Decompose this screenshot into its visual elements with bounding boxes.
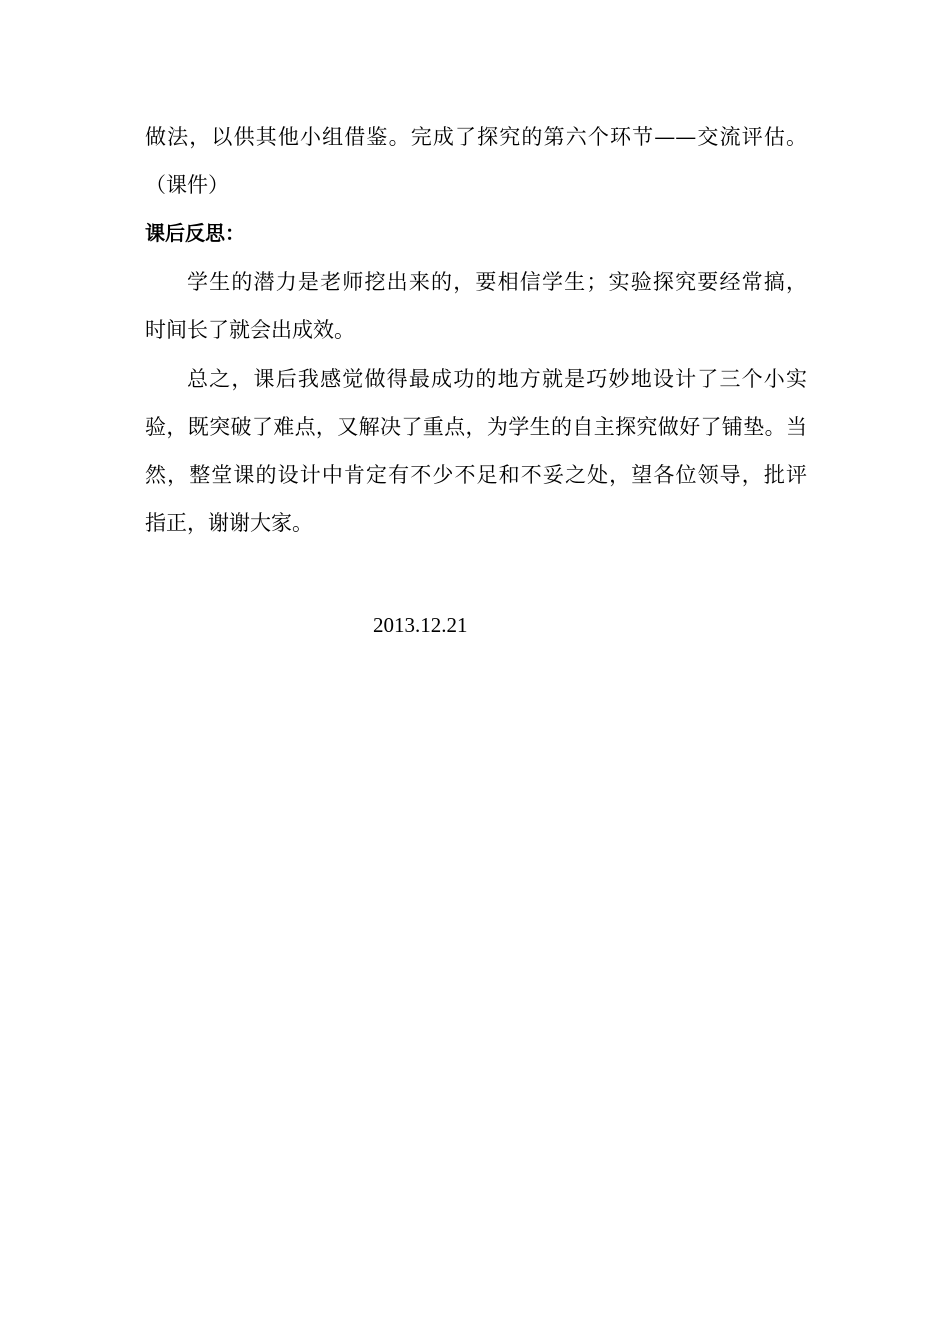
carryover-line-2: （课件） [145, 173, 229, 197]
reflection-paragraph-1 [145, 258, 807, 354]
paragraph-2-line-4: 指正，谢谢大家。 [145, 511, 313, 535]
carryover-paragraph [145, 113, 807, 209]
paragraph-2-line-3: 然，整堂课的设计中肯定有不少不足和不妥之处，望各位领导，批评 [145, 463, 807, 487]
carryover-line-1: 做法，以供其他小组借鉴。完成了探究的第六个环节——交流评估。 [145, 125, 807, 149]
paragraph-1-line-2: 时间长了就会出成效。 [145, 318, 355, 342]
reflection-section [145, 209, 807, 257]
reflection-paragraph-2 [145, 355, 807, 547]
paragraph-2-line-1: 总之，课后我感觉做得最成功的地方就是巧妙地设计了三个小实 [187, 367, 807, 391]
paragraph-2-line-2: 验，既突破了难点，又解决了重点，为学生的自主探究做好了铺垫。当 [145, 415, 807, 439]
reflection-heading: 课后反思： [145, 221, 245, 245]
paragraph-1-line-1: 学生的潜力是老师挖出来的，要相信学生；实验探究要经常搞， [187, 270, 807, 294]
document-date: 2013.12.21 [373, 613, 468, 637]
